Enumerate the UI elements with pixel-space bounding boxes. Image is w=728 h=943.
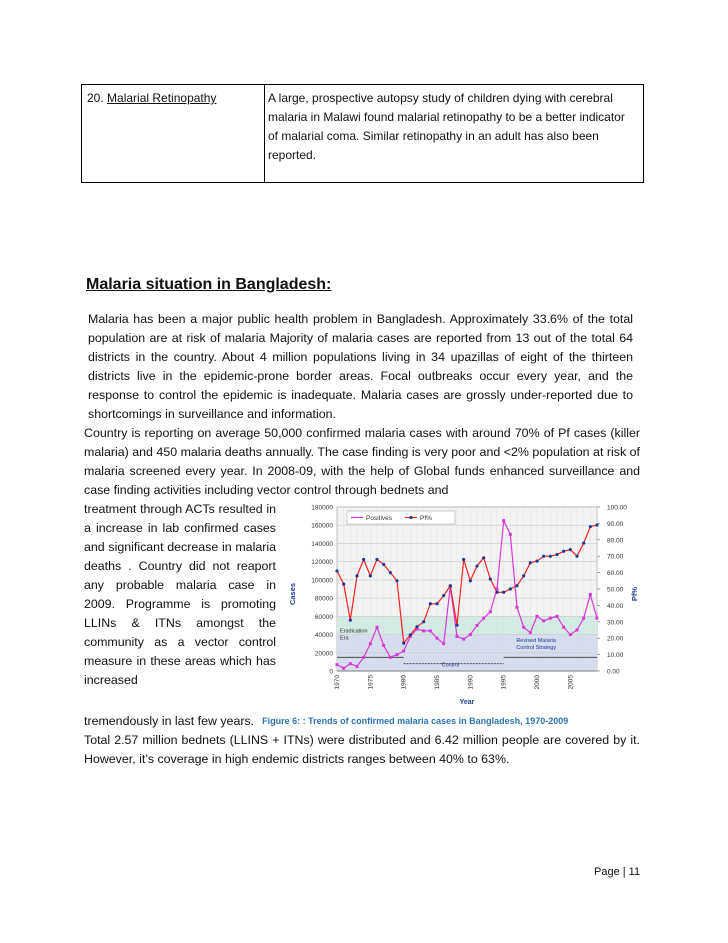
y-tick-label: 40000 [314,632,333,640]
point-pf [529,561,532,564]
y2-tick-label: 20.00 [607,635,624,643]
point-pf [502,591,505,594]
y2-tick-label: 10.00 [607,652,624,660]
paragraph-bednets [84,712,640,769]
point-positives [402,649,405,652]
x-tick-label: 2005 [567,675,575,690]
point-positives [556,615,559,618]
table-row-number: 20. [87,91,104,105]
retinopathy-table [81,84,644,183]
annotation-revised: Revised Malaria [516,637,556,644]
y-tick-label: 180000 [311,504,333,512]
y-axis-title: Cases [288,582,297,606]
point-positives [422,629,425,632]
chart-svg [285,499,645,709]
point-pf [535,560,538,563]
annotation-eradication-era: Era [340,635,349,642]
point-positives [369,642,372,645]
point-positives [356,665,359,668]
point-pf [389,571,392,574]
point-positives [362,656,365,659]
paragraph-situation: Malaria has been a major public health problem in Bangladesh. Approximately 33.6% of the total population are at risk of malaria Majority of malaria cases are reported from 13 out of the total 64 districts in the country. About 4 million populations living in 34 upazillas of eight of the thirteen districts live in the epidemic-prone border areas. Focal outbreaks occur every year, and the response to control the epidemic is inadequate. Malaria cases are grossly under-reported due to shortcomings in surveillance and information. [88,312,633,421]
x-tick-label: 2000 [534,675,541,690]
point-pf [575,555,578,558]
y-tick-label: 100000 [311,577,333,585]
point-pf [595,523,598,526]
point-pf [369,574,372,577]
point-pf [469,579,472,582]
point-positives [516,606,519,609]
x-tick-label: 1995 [500,675,508,690]
point-pf [522,574,525,577]
point-pf [395,579,398,582]
point-pf [342,582,345,585]
legend-label-positives: Positives [366,515,393,522]
point-pf [429,602,432,605]
x-axis-title: Year [459,699,475,706]
point-positives [482,617,485,620]
x-tick-label: 1975 [367,675,375,690]
figure-caption: Figure 6: : Trends of confirmed malaria cases in Bangladesh, 1970-2009 [262,716,569,726]
y-tick-label: 120000 [311,559,333,567]
paragraph-reporting: Country is reporting on average 50,000 confirmed malaria cases with around 70% of Pf cases (killer malaria) and 450 malaria deaths annually. The case finding is very poor and <2% population at risk of malaria screened every year. In 2008-09, with the help of Global funds enhanced surveillance and case finding activities including vector control through bednets and [84,426,640,497]
malaria-trend-chart [285,499,645,709]
point-pf [382,563,385,566]
x-tick-label: 1990 [467,675,475,690]
section-heading: Malaria situation in Bangladesh: [86,276,332,293]
point-pf [349,619,352,622]
point-positives [509,533,512,536]
point-positives [342,667,345,670]
point-pf [555,553,558,556]
point-pf [542,555,545,558]
point-positives [469,633,472,636]
point-positives [476,624,479,627]
point-positives [549,617,552,620]
point-pf [442,594,445,597]
y2-tick-label: 50.00 [607,586,624,594]
point-pf [495,591,498,594]
point-positives [442,642,445,645]
point-pf [455,623,458,626]
page-number: Page | 11 [594,866,641,878]
legend-marker-pf [409,516,412,519]
table-cell-title [82,85,265,182]
paragraph-treatment: treatment through ACTs resulted in a increase in lab confirmed cases and significant decrease in malaria deaths . Country did not reaport any probable malaria case in 2009. Programme is promoting LLINs & ITNs amongst the community as a vector control measure in these areas which has increased [84,502,276,687]
point-pf [569,548,572,551]
y-tick-label: 60000 [314,613,333,621]
point-pf [515,584,518,587]
annotation-control-strategy: Control Strategy [516,644,557,651]
point-positives [349,662,352,665]
point-pf [582,541,585,544]
point-pf [509,587,512,590]
point-positives [542,619,545,622]
y2-tick-label: 90.00 [607,520,624,528]
x-tick-label: 1970 [334,675,341,690]
y2-tick-label: 80.00 [607,537,624,545]
point-pf [409,633,412,636]
point-positives [582,617,585,620]
y2-tick-label: 100.00 [607,504,627,512]
point-pf [589,525,592,528]
point-pf [449,584,452,587]
annotation-eradication: Eradication [340,628,368,635]
point-positives [396,653,399,656]
point-pf [355,574,358,577]
y-tick-label: 0 [329,668,333,676]
point-positives [389,656,392,659]
point-pf [482,556,485,559]
table-row-name: Malarial Retinopathy [107,91,217,105]
point-positives [502,519,505,522]
paragraph-bednets-start: tremendously in last few years. [84,714,255,728]
point-positives [456,635,459,638]
point-positives [382,644,385,647]
point-positives [522,626,525,629]
point-pf [475,564,478,567]
point-pf [422,620,425,623]
legend-label-pf: Pf% [420,515,432,522]
x-tick-label: 1985 [434,675,441,690]
y-tick-label: 20000 [314,650,333,658]
point-pf [435,602,438,605]
point-pf [549,555,552,558]
y-tick-label: 140000 [311,540,333,548]
point-positives [429,629,432,632]
point-pf [415,625,418,628]
point-positives [576,629,579,632]
point-positives [536,615,539,618]
point-positives [529,631,532,634]
point-pf [375,558,378,561]
point-pf [362,558,365,561]
point-pf [562,550,565,553]
point-pf [402,642,405,645]
point-positives [336,663,339,666]
point-positives [436,637,439,640]
point-positives [596,617,599,620]
point-positives [569,633,572,636]
point-pf [489,578,492,581]
point-pf [335,569,338,572]
point-positives [489,610,492,613]
point-positives [376,626,379,629]
y2-tick-label: 40.00 [607,602,624,610]
annotation-control: Control [441,662,460,669]
x-tick-label: 1980 [400,675,408,690]
y2-tick-label: 70.00 [607,553,624,561]
y2-tick-label: 0.00 [607,668,620,676]
table-cell-description: A large, prospective autopsy study of children dying with cerebral malaria in Malawi found malarial retinopathy to be a better indicator of malarial coma. Similar retinopathy in an adult has also been reported. [268,91,625,162]
y2-tick-label: 60.00 [607,570,624,578]
point-positives [562,626,565,629]
point-positives [589,593,592,596]
paragraph-bednets-rest: Total 2.57 million bednets (LLINS + ITNs) were distributed and 6.42 million people are covered by it. However, it’s coverage in high endemic districts ranges between 40% to 63%. [84,733,640,766]
y-tick-label: 80000 [314,595,333,603]
y-tick-label: 160000 [311,522,333,530]
point-positives [462,638,465,641]
y2-tick-label: 30.00 [607,619,624,627]
y2-axis-title: Pf% [630,586,639,602]
point-pf [462,558,465,561]
legend-box [347,511,455,524]
